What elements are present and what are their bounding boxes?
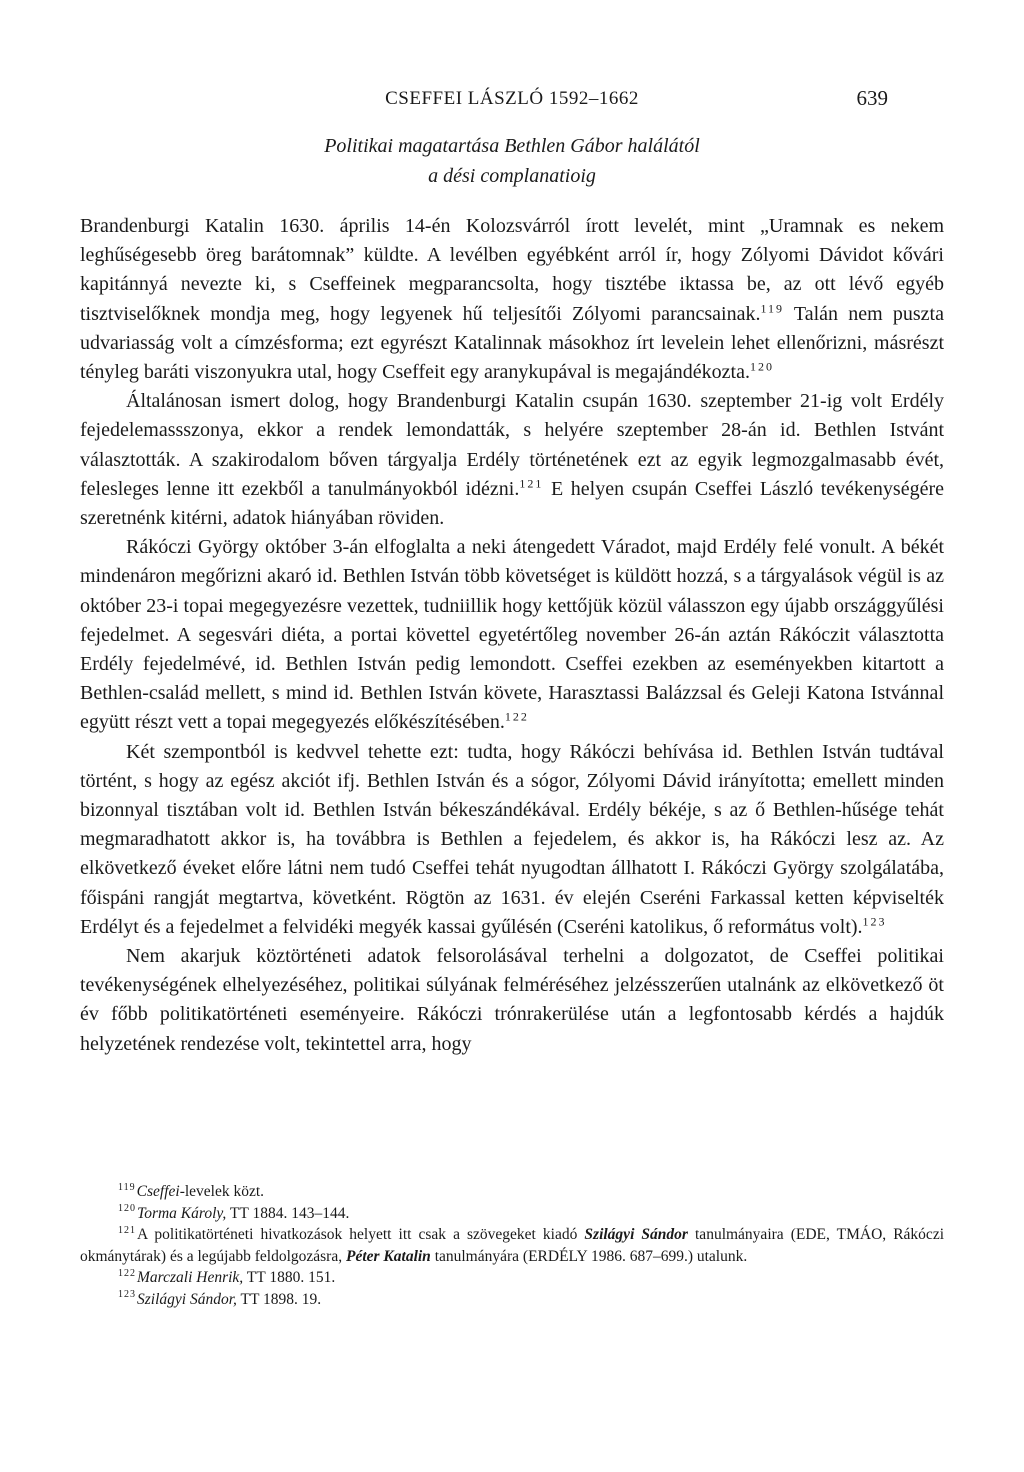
footnote-121 [80,1224,944,1267]
paragraph-text: Talán nem puszta udvariasság volt a címzésforma; ezt egyrészt Katalinnak másokhoz írt levelein lehet ellenőrizni, másrészt tényleg baráti viszonyukra utal, hogy Cseffeit egy aranykupával is megajándékozta. [80,302,944,384]
footnote-ref-120: 120 [749,359,774,374]
paragraph-text: E helyen csupán Cseffei László tevékenységére szeretnénk kitérni, adatok hiányában röviden. [80,477,944,530]
paragraph-text: Rákóczi György október 3-án elfoglalta a neki átengedett Váradot, majd Erdély felé vonult. A békét mindenáron megőrizni akaró id. Bethlen István több követséget is küldött hozzá, s a tárgyalások végül is az október 23-i topai megegyezésre vezettek, tudniillik hogy kettőjük közül válasszon egy újabb országgyűlési fejedelmet. A segesvári diéta, a portai követtel egyetértőleg november 26-án aztán Rákóczit választotta Erdély fejedelmévé, id. Bethlen István pedig lemondott. Cseffei ezekben az eseményekben kitartott a Bethlen-család mellett, s mind id. Bethlen István követe, Harasztassi Balázzsal és Geleji Katona Istvánnal együtt részt vett a topai megegyezés előkészítésében. [80,536,944,734]
footnote-ref-119: 119 [760,300,785,315]
footnote-author: Torma Károly, [137,1204,227,1222]
footnote-119 [80,1181,944,1203]
body-text [80,212,944,1059]
running-head [0,86,1024,116]
footnote-ref-122: 122 [504,709,529,724]
section-title-line-2: a dési complanatioig [428,165,596,187]
footnote-number: 119 [118,1181,136,1193]
footnote-author: Cseffei [136,1183,180,1200]
paragraph-text: Nem akarjuk köztörténeti adatok felsorolásával terhelni a dolgozatot, de Cseffei politikai tevékenységének elhelyezéséhez, politikai súlyának felméréséhez jelzésszerűen utalnánk az elkövetkező öt év főbb politikatörténeti eseményeire. Rákóczi trónrakerülése után a legfontosabb kérdés a hajdúk helyzetének rendezése volt, tekintettel arra, hogy [80,945,944,1055]
footnote-author: Péter Katalin [345,1247,431,1265]
footnote-number: 123 [118,1289,136,1301]
footnote-text: tanulmányára (ERDÉLY 1986. 687–699.) utalunk. [430,1247,748,1265]
footnote-author: Szilágyi Sándor [584,1226,688,1243]
section-title [0,131,1024,191]
footnotes [80,1181,944,1310]
paragraph-text: Két szempontból is kedvvel tehette ezt: tudta, hogy Rákóczi behívása id. Bethlen István tudtával történt, s hogy az egész akciót ifj. Bethlen István és a sógor, Zólyomi Dávid irányította; emellett minden bizonnyal tisztában volt id. Bethlen István békeszándékával. Erdély békéje, s az ő Bethlen-hűsége tehát megmaradhatott akkor is, ha továbbra is Bethlen a fejedelem, és akkor is, ha Rákóczi lesz az. Az elkövetkező éveket előre látni nem tudó Cseffei tehát nyugodtan állhatott I. Rákóczi György szolgálatába, főispáni rangját megtartva, követként. Rögtön az 1631. év elején Cseréni Farkassal ketten képviselték Erdélyt és a fejedelmet a felvidéki megyék kassai gyűlésén (Cseréni katolikus, ő református volt). [80,740,944,938]
footnote-text: tanulmányaira (EDE, TMÁO, Rákóczi okmánytárak) és a legújabb feldolgozásra, [80,1226,945,1265]
footnote-text: A politikatörténeti hivatkozások helyett itt csak a szövegeket kiadó [137,1226,585,1243]
footnote-number: 122 [118,1267,136,1279]
footnote-123 [80,1289,944,1311]
footnote-author: Marczali Henrik, [137,1269,244,1286]
footnote-author: Szilágyi Sándor, [137,1290,237,1308]
footnote-120 [80,1203,944,1225]
footnote-number: 120 [118,1203,136,1215]
paragraph-1 [80,212,944,387]
paragraph-3 [80,533,944,737]
footnote-122 [80,1267,944,1289]
page-number: 639 [856,86,888,110]
paragraph-text: Általánosan ismert dolog, hogy Brandenburgi Katalin csupán 1630. szeptember 21-ig volt Erdély fejedelemassszonya, ekkor a rendek lemondatták, s helyére szeptember 28-án id. Bethlen Istvánt választották. A szakirodalom bőven tárgyalja Erdély történetének ezt az egyik legmozgalmasabb évét, felesleges lenne itt ezekből a tanulmányokból idézni. [80,390,944,500]
footnote-text: TT 1884. 143–144. [226,1204,350,1222]
footnote-text: TT 1898. 19. [236,1290,322,1308]
section-title-line-1: Politikai magatartása Bethlen Gábor halálától [324,135,700,157]
running-title: CSEFFEI LÁSZLÓ 1592–1662 [385,88,639,109]
footnote-ref-123: 123 [862,914,887,929]
footnote-text: -levelek közt. [179,1183,265,1200]
footnote-ref-121: 121 [519,476,544,491]
paragraph-text: Brandenburgi Katalin 1630. április 14-én Kolozsvárról írott levelét, mint „Uramnak es nekem leghűségesebb öreg barátomnak” küldte. A levélben egyébként arról ír, hogy Zólyomi Dávidot kővári kapitánnyá nevezte ki, s Cseffeinek megparancsolta, hogy tisztébe iktassa be, az ott lévő egyéb tisztviselőknek mondja meg, hogy legyenek hű teljesítői Zólyomi parancsainak. [80,215,944,325]
footnote-text: TT 1880. 151. [243,1269,336,1286]
footnote-number: 121 [118,1224,136,1236]
paragraph-4 [80,738,944,942]
paragraph-2 [80,387,944,533]
paragraph-5 [80,942,944,1059]
